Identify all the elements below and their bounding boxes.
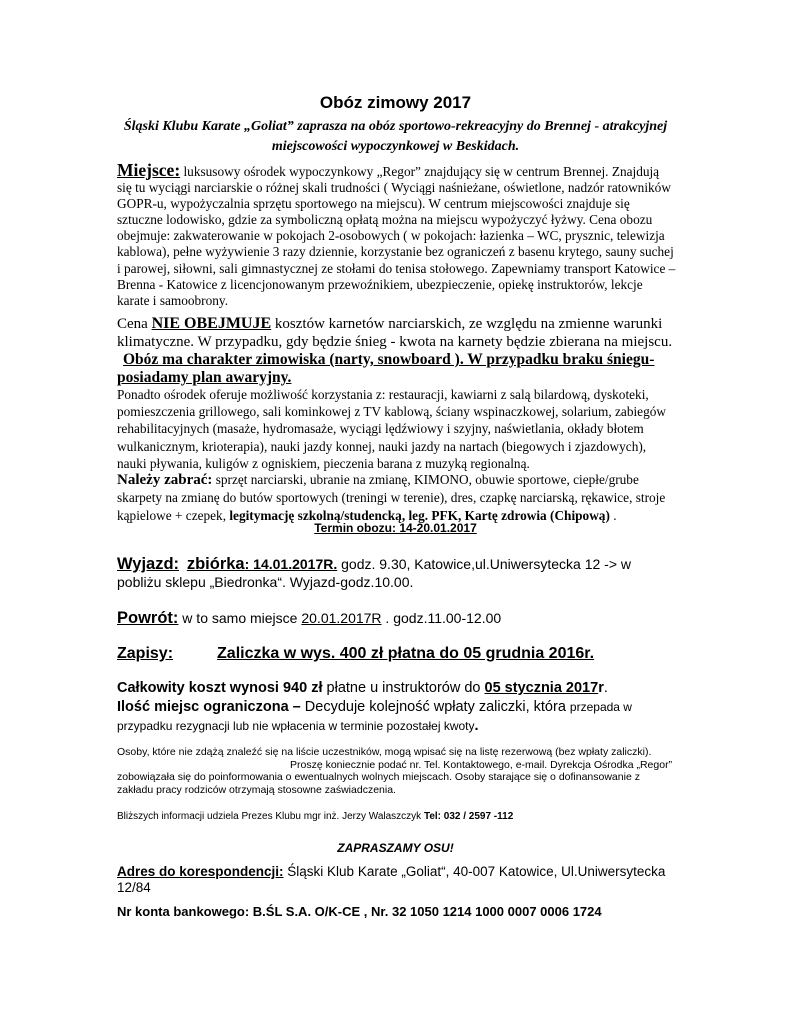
oboz-charakter-line-2: posiadamy plan awaryjny. bbox=[117, 369, 292, 386]
koszt-paragraph bbox=[117, 679, 677, 736]
miejsce-paragraph bbox=[117, 162, 677, 309]
miejsce-text: luksusowy ośrodek wypoczynkowy „Regor” znajdujący się w centrum Brennej. Znajdują się tu wyciągi narciarskie o różnej skali trudności ( Wyciągi naśnieżane, oświetlone, nadzór ratowników GOPR-u, wypożyczalnia sprzętu sportowego na miejscu). W centrum miejscowości znajduje się sztuczne lodowisko, gdzie za symboliczną opłatą można na miejscu wypożyczyć łyżwy. Cena obozu obejmuje: zakwaterowanie w pokojach 2-osobowych ( w pokojach: łazienka – WC, prysznic, telewizja kablowa), pełne wyżywienie 3 razy dziennie, korzystanie bez ograniczeń z basenu krytego, sauny suchej i parowej, siłowni, sali gimnastycznej ze stołami do tenisa stołowego. Zapewniamy transport Katowice – Brenna - Katowice z licencjonowanym przewoźnikiem, ubezpieczenie, opiekę instruktorów, lekcje karate i samoobrony. bbox=[117, 164, 676, 308]
cena-post: kosztów karnetów narciarskich, ze względu na zmienne warunki klimatyczne. W przypadku, gdy będzie śnieg - kwota na karnety będzie zbierana na miejscu. bbox=[117, 316, 673, 351]
osoby-paragraph bbox=[117, 746, 677, 796]
page-title: Obóz zimowy 2017 bbox=[319, 93, 472, 112]
miejsce-label: Miejsce: bbox=[117, 160, 181, 180]
zapisy-paragraph bbox=[117, 644, 677, 664]
powrot-label: Powrót: bbox=[117, 609, 179, 627]
cena-highlight: NIE OBEJMUJE bbox=[151, 315, 272, 332]
nalezy-text: sprzęt narciarski, ubranie na zmianę, KIMONO, obuwie sportowe, ciepłe/grube skarpety na zmianę do butów sportowych (treningi w terenie), dres, czapkę narciarską, rękawice, stroje kąpielowe + czepek, bbox=[117, 472, 666, 524]
ilosc-small: przepada bbox=[569, 700, 620, 714]
powrot-date: 20.01.2017R bbox=[301, 610, 382, 626]
adres-text: Śląski Klub Karate „Goliat“, 40-007 Katowice, Ul.Uniwersytecka 12/84 bbox=[117, 864, 666, 895]
zapisy-label: Zapisy: bbox=[117, 645, 174, 662]
wyjazd-label: Wyjazd: bbox=[117, 555, 180, 573]
nalezy-end: . bbox=[609, 508, 617, 524]
cena-paragraph bbox=[117, 315, 677, 351]
oboz-charakter-paragraph bbox=[117, 351, 677, 387]
cena-pre: Cena bbox=[117, 316, 152, 332]
powrot-post: . godz.11.00-12.00 bbox=[381, 610, 502, 626]
ilosc-bold: Ilość miejsc ograniczona – bbox=[117, 699, 301, 715]
osoby-line-2: Proszę koniecznie podać nr. Tel. Kontaktowego, e-mail. Dyrekcja Ośrodka „Regor” bbox=[290, 758, 673, 771]
koszt-bold: Całkowity koszt wynosi 940 zł bbox=[117, 680, 323, 696]
konto-bankowe: Nr konta bankowego: B.ŚL S.A. O/K-CE , Nr. 32 1050 1214 1000 0007 0006 1724 bbox=[117, 904, 602, 919]
powrot-paragraph bbox=[117, 609, 677, 627]
info-tel: Tel: 032 / 2597 -112 bbox=[423, 811, 514, 822]
subtitle-line-2: miejscowości wypoczynkowej w Beskidach. bbox=[271, 139, 520, 154]
ilosc-dot: . bbox=[474, 718, 479, 734]
koszt-r: r bbox=[598, 680, 604, 696]
koszt-date: 05 stycznia 2017 bbox=[484, 680, 599, 696]
wyjazd-date: : 14.01.2017R. bbox=[244, 556, 338, 572]
oboz-charakter-line-1: Obóz ma charakter zimowiska (narty, snowboard ). W przypadku braku śniegu- bbox=[123, 351, 655, 368]
zapraszamy-heading: ZAPRASZAMY OSU! bbox=[337, 841, 454, 855]
osoby-line-1: Osoby, które nie zdążą znaleźć się na liście uczestników, mogą wpisać się na listę rezerwową (bez wpłaty zaliczki). bbox=[117, 746, 652, 758]
info-paragraph bbox=[117, 810, 677, 824]
nalezy-label: Należy zabrać: bbox=[117, 472, 213, 488]
nalezy-zabrac-paragraph bbox=[117, 471, 677, 526]
osoby-line-3: zobowiązała się do poinformowania o ewentualnych wolnych miejscach. Osoby starające się o dofinansowanie z zakładu pracy rodziców otrzymają stosowne zaświadczenia. bbox=[117, 771, 640, 796]
wyjazd-paragraph bbox=[117, 555, 677, 591]
nalezy-bold: legitymację szkolną/studencką, leg. PFK, Kartę zdrowia (Chipową) bbox=[229, 508, 610, 524]
ilosc-rest: w przypadku rezygnacji lub nie wpłacenia w terminie pozostałej kwoty bbox=[117, 700, 632, 733]
osrodek-oferuje-paragraph: Ponadto ośrodek oferuje możliwość korzystania z: restauracji, kawiarni z salą bilardową, dyskoteki, pomieszczenia grillowego, sali kominkowej z TV kablową, ściany wspinaczkowej, solarium, zabiegów rehabilitacyjnych (masaże, hydromasaże, wyciągi lędźwiowy i szyjny, naświetlania, okłady błotem wulkanicznym, krioterapia), nauki jazdy konnej, nauki jazdy na nartach (biegowych i zjazdowych), nauki pływania, kuligów z ogniskiem, pieczenia barana z muzyką regionalną. bbox=[117, 387, 666, 471]
subtitle bbox=[100, 117, 691, 157]
powrot-pre: w to samo miejsce bbox=[178, 610, 302, 626]
adres-label: Adres do korespondencji: bbox=[117, 864, 284, 879]
zapisy-text: Zaliczka w wys. 400 zł płatna do 05 grudnia 2016r. bbox=[217, 645, 595, 662]
zbiorka-label: zbiórka bbox=[186, 555, 245, 573]
subtitle-line-1: Śląski Klubu Karate „Goliat” zaprasza na obóz sportowo-rekreacyjny do Brennej - atrakcyjnej bbox=[123, 119, 668, 134]
info-text: Bliższych informacji udziela Prezes Klubu mgr inż. Jerzy Walaszczyk bbox=[117, 811, 424, 822]
wyjazd-rest: godz. 9.30, Katowice,ul.Uniwersytecka 12 -> w pobliżu sklepu „Biedronka“. Wyjazd-godz.10.00. bbox=[117, 556, 631, 590]
koszt-mid: płatne u instruktorów do bbox=[322, 680, 485, 696]
termin-obozu: Termin obozu: 14-20.01.2017 bbox=[314, 521, 477, 535]
adres-paragraph bbox=[117, 864, 677, 895]
koszt-end: . bbox=[603, 680, 608, 696]
ilosc-mid: Decyduje kolejność wpłaty zaliczki, która bbox=[300, 699, 570, 715]
